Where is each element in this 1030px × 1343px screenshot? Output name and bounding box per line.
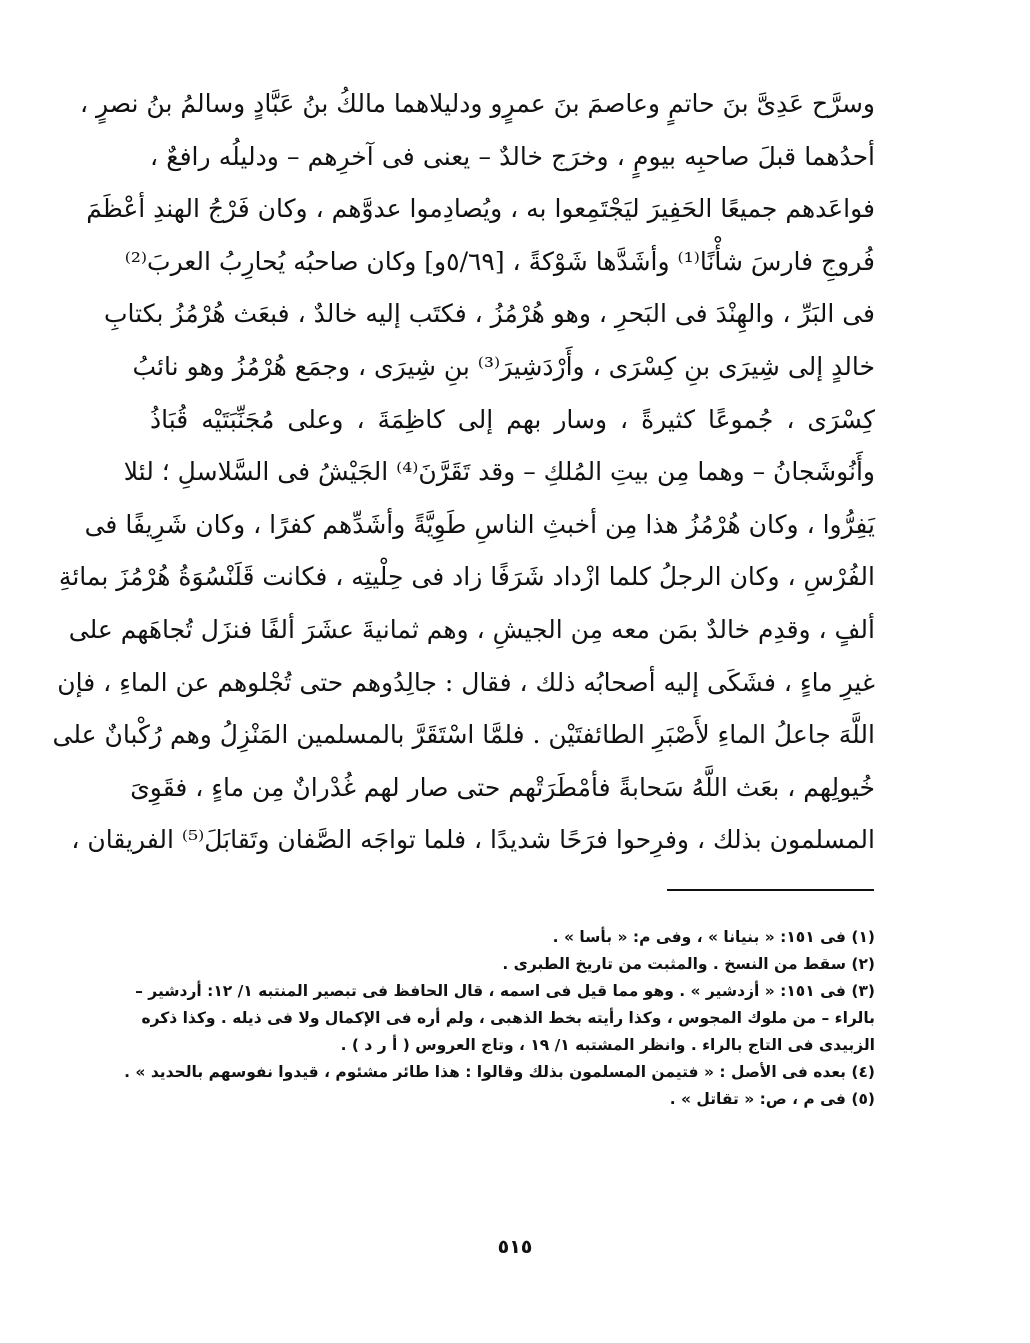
footnote-4: (٤) بعده فى الأصل : « فتيمن المسلمون بذلك وقالوا : هذا طائر مشئوم ، قيدوا نفوسهم بالحديد » . <box>124 1063 875 1081</box>
text-line-8: وأَنُوشَجانُ – وهما مِن بيتِ المُلكِ – وقد تَقَرَّنَ⁽⁴⁾ الجَيْشُ فى السَّلاسلِ ؛ لئلا <box>123 457 875 487</box>
text-line-2: أحدُهما قبلَ صاحبِه بيومٍ ، وخرَج خالدٌ – يعنى فى آخرِهم – ودليلُه رافعٌ ، <box>150 141 875 171</box>
text-line-14: خُيولِهم ، بعَث اللَّهُ سَحابةً فأمْطَرَتْهم حتى صار لهم غُدْرانٌ مِن ماءٍ ، فقَوِىَ <box>130 772 875 802</box>
footnote-divider <box>667 889 874 891</box>
footnote-1: (١) فى ١٥١: « بنيانا » ، وفى م: « بأسا » . <box>552 928 875 946</box>
text-line-13: اللَّهَ جاعلُ الماءِ لأَصْبَرِ الطائفتَيْن . فلمَّا اسْتَقَرَّ بالمسلمين المَنْزِلُ وهم رُكْبانٌ على <box>52 720 875 750</box>
footnote-3-line-3: الزبيدى فى التاج بالراء . وانظر المشتبه ١/ ١٩ ، وتاج العروس ( أ ر د ) . <box>340 1036 875 1054</box>
text-line-1: وسرَّح عَدِىَّ بنَ حاتمٍ وعاصمَ بنَ عمرٍو ودليلاهما مالكُ بنُ عَبَّادٍ وسالمُ بنُ نصرٍ ، <box>80 89 875 118</box>
text-line-11: ألفٍ ، وقدِم خالدٌ بمَن معه مِن الجيشِ ، وهم ثمانيةَ عشَرَ ألفًا فنزَل تُجاهَهم على <box>68 614 875 644</box>
text-line-6: خالدٍ إلى شِيرَى بنِ كِسْرَى ، وأَرْدَشِيرَ⁽³⁾ بنِ شِيرَى ، وجمَع هُرْمُزُ وهو نائبُ <box>132 351 875 381</box>
text-line-9: يَفِرُّوا ، وكان هُرْمُزُ هذا مِن أخبثِ الناسِ طَوِيَّةً وأشَدِّهم كفرًا ، وكان شَرِيفًا فى <box>84 509 875 539</box>
text-line-4: فُروجِ فارسَ شأْنًا⁽¹⁾ وأشَدَّها شَوْكةً ، [٥/٦٩و] وكان صاحبُه يُحارِبُ العربَ⁽²⁾ <box>124 246 875 276</box>
text-line-12: غيرِ ماءٍ ، فشَكَى إليه أصحابُه ذلك ، فقال : جالِدُوهم حتى تُجْلوهم عن الماءِ ، فإن <box>57 667 875 697</box>
text-line-15: المسلمون بذلك ، وفرِحوا فرَحًا شديدًا ، فلما تواجَه الصَّفان وتَقابَلَ⁽⁵⁾ الفريقان ، <box>71 825 875 855</box>
main-body-text <box>52 78 875 867</box>
footnote-5: (٥) فى م ، ص: « تقاتل » . <box>669 1090 875 1108</box>
footnote-3-line-2: بالراء – من ملوك المجوس ، وكذا رأيته بخط الذهبى ، ولم أره فى الإكمال ولا فى ذيله . وكذا ذكره <box>141 1009 875 1027</box>
footnotes-section <box>124 924 875 1113</box>
text-line-10: الفُرْسِ ، وكان الرجلُ كلما ازْداد شَرَفًا زاد فى حِلْيتِه ، فكانت قَلَنْسُوَةُ هُرْمُزَ بمائةِ <box>58 562 875 592</box>
text-line-5: فى البَرِّ ، والهِنْدَ فى البَحرِ ، وهو هُرْمُزُ ، فكتَب إليه خالدٌ ، فبعَث هُرْمُزُ بكتابِ <box>104 299 875 329</box>
text-line-3: فواعَدهم جميعًا الحَفِيرَ ليَجْتَمِعوا به ، ويُصادِموا عدوَّهم ، وكان فَرْجُ الهندِ أعْظَمَ <box>86 194 875 224</box>
text-line-7: كِسْرَى ، جُموعًا كثيرةً ، وسار بهم إلى كاظِمَةَ ، وعلى مُجَنِّبَتَيْه قُبَاذُ <box>150 404 875 434</box>
footnote-2: (٢) سقط من النسخ . والمثبت من تاريخ الطبرى . <box>502 955 875 973</box>
page-number: ٥١٥ <box>497 1236 533 1258</box>
footnote-3-line-1: (٣) فى ١٥١: « أزدشير » . وهو مما قيل فى اسمه ، قال الحافظ فى تبصير المنتبه ١/ ١٢: أردشير – <box>135 982 875 1000</box>
